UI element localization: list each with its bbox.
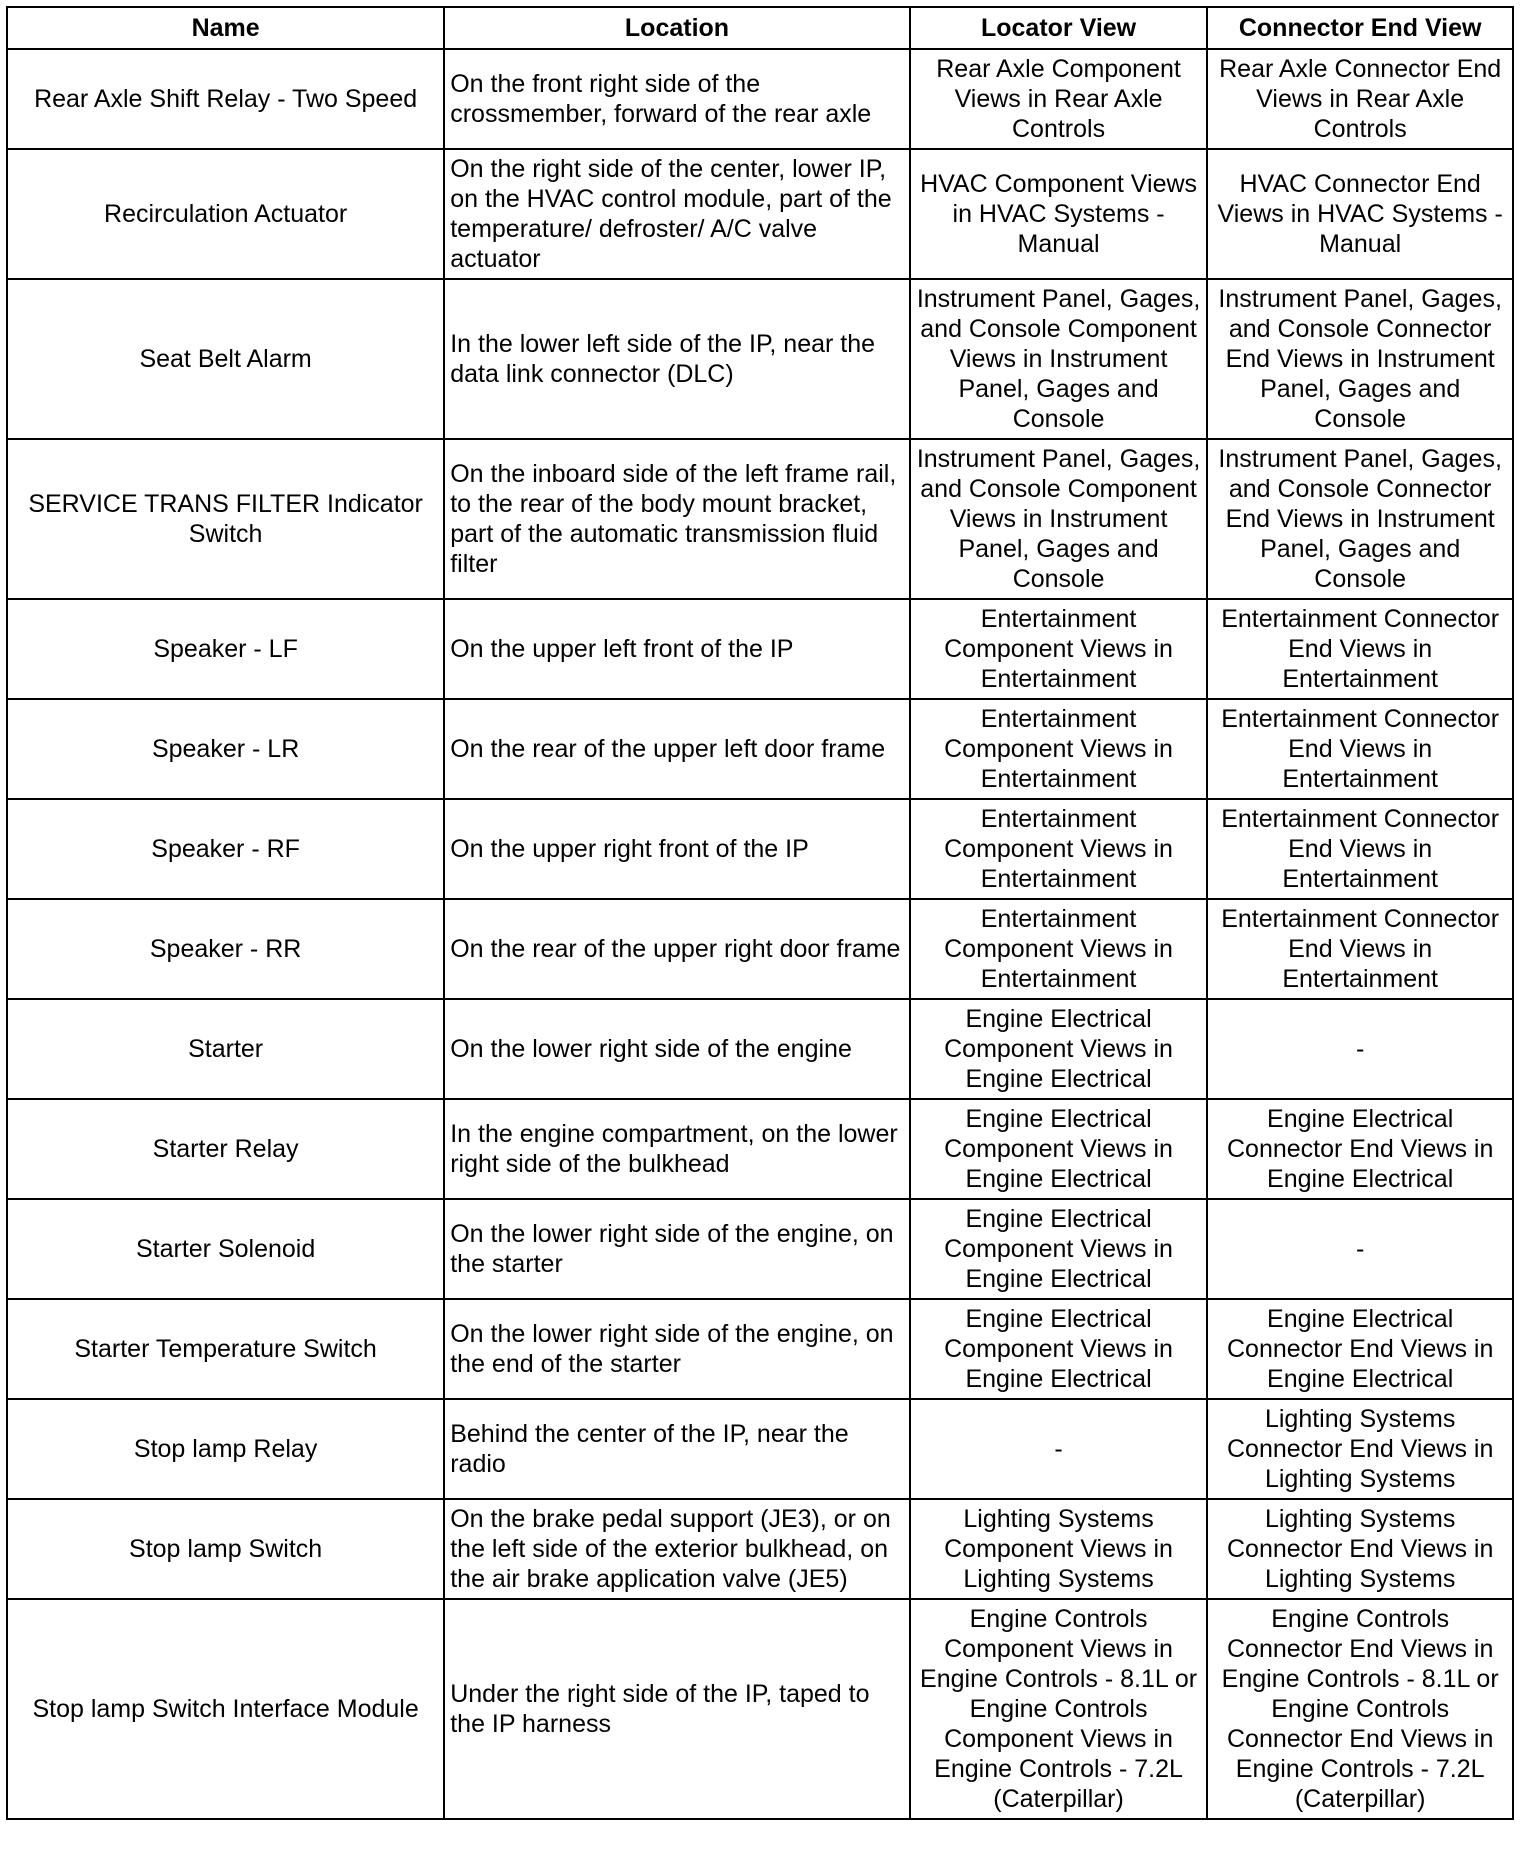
cell-connector-end-view: Engine Electrical Connector End Views in Engine Electrical (1207, 1299, 1513, 1399)
table-row (7, 1099, 1513, 1199)
cell-location: In the engine compartment, on the lower right side of the bulkhead (444, 1099, 910, 1199)
cell-connector-end-view: Entertainment Connector End Views in Entertainment (1207, 799, 1513, 899)
cell-connector-end-view: HVAC Connector End Views in HVAC Systems - Manual (1207, 149, 1513, 279)
cell-location: On the upper left front of the IP (444, 599, 910, 699)
cell-location: On the rear of the upper left door frame (444, 699, 910, 799)
cell-connector-end-view: Instrument Panel, Gages, and Console Connector End Views in Instrument Panel, Gages and Console (1207, 279, 1513, 439)
table-row (7, 999, 1513, 1099)
cell-name: Stop lamp Switch (7, 1499, 444, 1599)
cell-name: Speaker - LR (7, 699, 444, 799)
cell-name: Starter Solenoid (7, 1199, 444, 1299)
cell-location: On the inboard side of the left frame rail, to the rear of the body mount bracket, part of the automatic transmission fluid filter (444, 439, 910, 599)
cell-name: SERVICE TRANS FILTER Indicator Switch (7, 439, 444, 599)
header-name: Name (7, 7, 444, 49)
cell-locator-view: - (910, 1399, 1208, 1499)
cell-locator-view: Entertainment Component Views in Entertainment (910, 799, 1208, 899)
cell-connector-end-view: Engine Electrical Connector End Views in Engine Electrical (1207, 1099, 1513, 1199)
table-header (7, 7, 1513, 49)
cell-locator-view: Engine Controls Component Views in Engine Controls - 8.1L or Engine Controls Component Views in Engine Controls - 7.2L (Caterpillar) (910, 1599, 1208, 1819)
cell-location: On the upper right front of the IP (444, 799, 910, 899)
cell-name: Stop lamp Relay (7, 1399, 444, 1499)
cell-location: On the lower right side of the engine, on the starter (444, 1199, 910, 1299)
cell-location: Under the right side of the IP, taped to the IP harness (444, 1599, 910, 1819)
header-locator-view: Locator View (910, 7, 1208, 49)
cell-locator-view: Engine Electrical Component Views in Engine Electrical (910, 1299, 1208, 1399)
cell-locator-view: HVAC Component Views in HVAC Systems - Manual (910, 149, 1208, 279)
cell-name: Seat Belt Alarm (7, 279, 444, 439)
cell-name: Speaker - LF (7, 599, 444, 699)
cell-connector-end-view: Instrument Panel, Gages, and Console Connector End Views in Instrument Panel, Gages and Console (1207, 439, 1513, 599)
header-connector-end-view: Connector End View (1207, 7, 1513, 49)
cell-location: On the lower right side of the engine, on the end of the starter (444, 1299, 910, 1399)
cell-locator-view: Rear Axle Component Views in Rear Axle Controls (910, 49, 1208, 149)
cell-connector-end-view: Entertainment Connector End Views in Entertainment (1207, 899, 1513, 999)
table-row (7, 49, 1513, 149)
cell-locator-view: Instrument Panel, Gages, and Console Component Views in Instrument Panel, Gages and Console (910, 439, 1208, 599)
cell-locator-view: Engine Electrical Component Views in Engine Electrical (910, 999, 1208, 1099)
cell-connector-end-view: - (1207, 999, 1513, 1099)
table-row (7, 599, 1513, 699)
cell-name: Recirculation Actuator (7, 149, 444, 279)
cell-connector-end-view: Entertainment Connector End Views in Entertainment (1207, 599, 1513, 699)
cell-location: On the lower right side of the engine (444, 999, 910, 1099)
cell-connector-end-view: Lighting Systems Connector End Views in Lighting Systems (1207, 1399, 1513, 1499)
table-row (7, 899, 1513, 999)
cell-connector-end-view: Engine Controls Connector End Views in Engine Controls - 8.1L or Engine Controls Connector End Views in Engine Controls - 7.2L (Caterpillar) (1207, 1599, 1513, 1819)
cell-locator-view: Instrument Panel, Gages, and Console Component Views in Instrument Panel, Gages and Console (910, 279, 1208, 439)
cell-location: Behind the center of the IP, near the radio (444, 1399, 910, 1499)
cell-name: Speaker - RF (7, 799, 444, 899)
cell-location: On the brake pedal support (JE3), or on the left side of the exterior bulkhead, on the air brake application valve (JE5) (444, 1499, 910, 1599)
header-row (7, 7, 1513, 49)
cell-location: On the rear of the upper right door frame (444, 899, 910, 999)
cell-connector-end-view: Entertainment Connector End Views in Entertainment (1207, 699, 1513, 799)
cell-name: Starter Relay (7, 1099, 444, 1199)
cell-connector-end-view: - (1207, 1199, 1513, 1299)
cell-locator-view: Engine Electrical Component Views in Engine Electrical (910, 1099, 1208, 1199)
cell-locator-view: Entertainment Component Views in Entertainment (910, 699, 1208, 799)
cell-locator-view: Engine Electrical Component Views in Engine Electrical (910, 1199, 1208, 1299)
cell-name: Speaker - RR (7, 899, 444, 999)
table-row (7, 1399, 1513, 1499)
cell-locator-view: Lighting Systems Component Views in Lighting Systems (910, 1499, 1208, 1599)
cell-name: Stop lamp Switch Interface Module (7, 1599, 444, 1819)
table-row (7, 1499, 1513, 1599)
cell-name: Starter Temperature Switch (7, 1299, 444, 1399)
cell-connector-end-view: Rear Axle Connector End Views in Rear Axle Controls (1207, 49, 1513, 149)
table-body (7, 49, 1513, 1819)
table-row (7, 439, 1513, 599)
cell-location: In the lower left side of the IP, near the data link connector (DLC) (444, 279, 910, 439)
table-row (7, 699, 1513, 799)
cell-locator-view: Entertainment Component Views in Entertainment (910, 599, 1208, 699)
cell-locator-view: Entertainment Component Views in Entertainment (910, 899, 1208, 999)
table-row (7, 1599, 1513, 1819)
cell-name: Starter (7, 999, 444, 1099)
table-row (7, 1199, 1513, 1299)
header-location: Location (444, 7, 910, 49)
table-row (7, 1299, 1513, 1399)
table-row (7, 149, 1513, 279)
cell-location: On the right side of the center, lower IP, on the HVAC control module, part of the temperature/ defroster/ A/C valve actuator (444, 149, 910, 279)
cell-connector-end-view: Lighting Systems Connector End Views in Lighting Systems (1207, 1499, 1513, 1599)
cell-location: On the front right side of the crossmember, forward of the rear axle (444, 49, 910, 149)
table-row (7, 799, 1513, 899)
component-locator-table (6, 6, 1514, 1820)
table-row (7, 279, 1513, 439)
component-locator-table-wrapper (6, 6, 1514, 1820)
cell-name: Rear Axle Shift Relay - Two Speed (7, 49, 444, 149)
